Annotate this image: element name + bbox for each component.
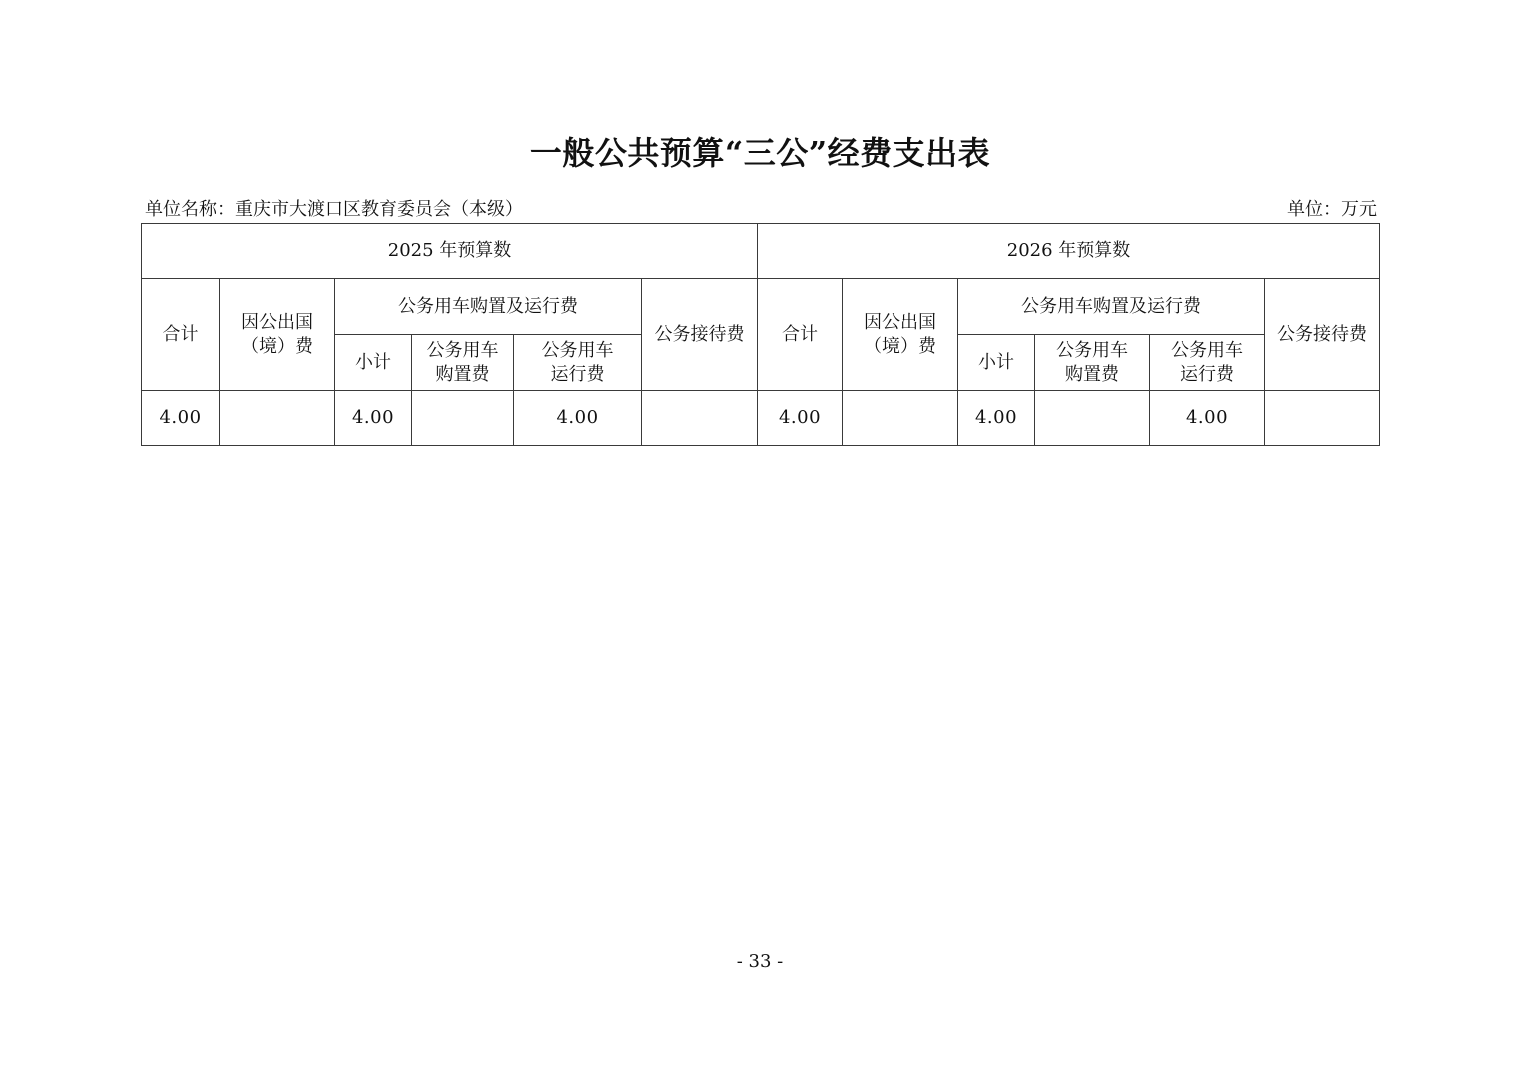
header-total: 合计 <box>758 279 843 391</box>
cell-total-2025: 4.00 <box>142 391 220 446</box>
currency-unit: 单位：万元 <box>1287 199 1377 220</box>
cell-reception-2025 <box>642 391 758 446</box>
header-operation-line1: 公务用车 <box>1171 339 1244 361</box>
table-row <box>142 391 1380 446</box>
header-subtotal: 小计 <box>958 335 1035 391</box>
cell-purchase-2025 <box>412 391 514 446</box>
header-subtotal: 小计 <box>335 335 412 391</box>
cell-operation-2026: 4.00 <box>1150 391 1265 446</box>
cell-overseas-2026 <box>843 391 958 446</box>
header-operation-line2: 运行费 <box>1180 363 1235 385</box>
page-title: 一般公共预算“三公”经费支出表 <box>529 134 991 172</box>
header-overseas-line1: 因公出国 <box>241 311 313 333</box>
cell-subtotal-2025: 4.00 <box>335 391 412 446</box>
cell-purchase-2026 <box>1035 391 1150 446</box>
cell-subtotal-2026: 4.00 <box>958 391 1035 446</box>
unit-name: 单位名称：重庆市大渡口区教育委员会（本级） <box>145 199 523 220</box>
header-vehicle-operation <box>514 335 642 391</box>
header-vehicle-purchase <box>1035 335 1150 391</box>
cell-overseas-2025 <box>220 391 335 446</box>
header-vehicle: 公务用车购置及运行费 <box>335 279 642 335</box>
year-header-row <box>142 224 1380 279</box>
header-purchase-line2: 购置费 <box>1065 363 1120 385</box>
cell-total-2026: 4.00 <box>758 391 843 446</box>
header-vehicle: 公务用车购置及运行费 <box>958 279 1265 335</box>
header-overseas-line2: （境）费 <box>241 335 313 357</box>
header-overseas-line1: 因公出国 <box>864 311 937 333</box>
cell-reception-2026 <box>1265 391 1380 446</box>
header-overseas-line2: （境）费 <box>864 335 937 357</box>
header-vehicle-purchase <box>412 335 514 391</box>
unit-line <box>145 199 1377 221</box>
header-overseas <box>843 279 958 391</box>
page-number: - 33 - <box>736 951 784 972</box>
header-purchase-line1: 公务用车 <box>1056 339 1129 361</box>
year-header-2025: 2025 年预算数 <box>142 224 758 279</box>
header-reception: 公务接待费 <box>642 279 758 391</box>
category-header-row <box>142 279 1380 335</box>
header-purchase-line1: 公务用车 <box>426 339 499 361</box>
header-vehicle-operation <box>1150 335 1265 391</box>
cell-operation-2025: 4.00 <box>514 391 642 446</box>
year-header-2026: 2026 年预算数 <box>758 224 1380 279</box>
header-overseas <box>220 279 335 391</box>
header-reception: 公务接待费 <box>1265 279 1380 391</box>
header-operation-line1: 公务用车 <box>541 339 614 361</box>
header-total: 合计 <box>142 279 220 391</box>
header-purchase-line2: 购置费 <box>435 363 490 385</box>
three-public-expenses-table <box>141 223 1380 446</box>
header-operation-line2: 运行费 <box>550 363 605 385</box>
